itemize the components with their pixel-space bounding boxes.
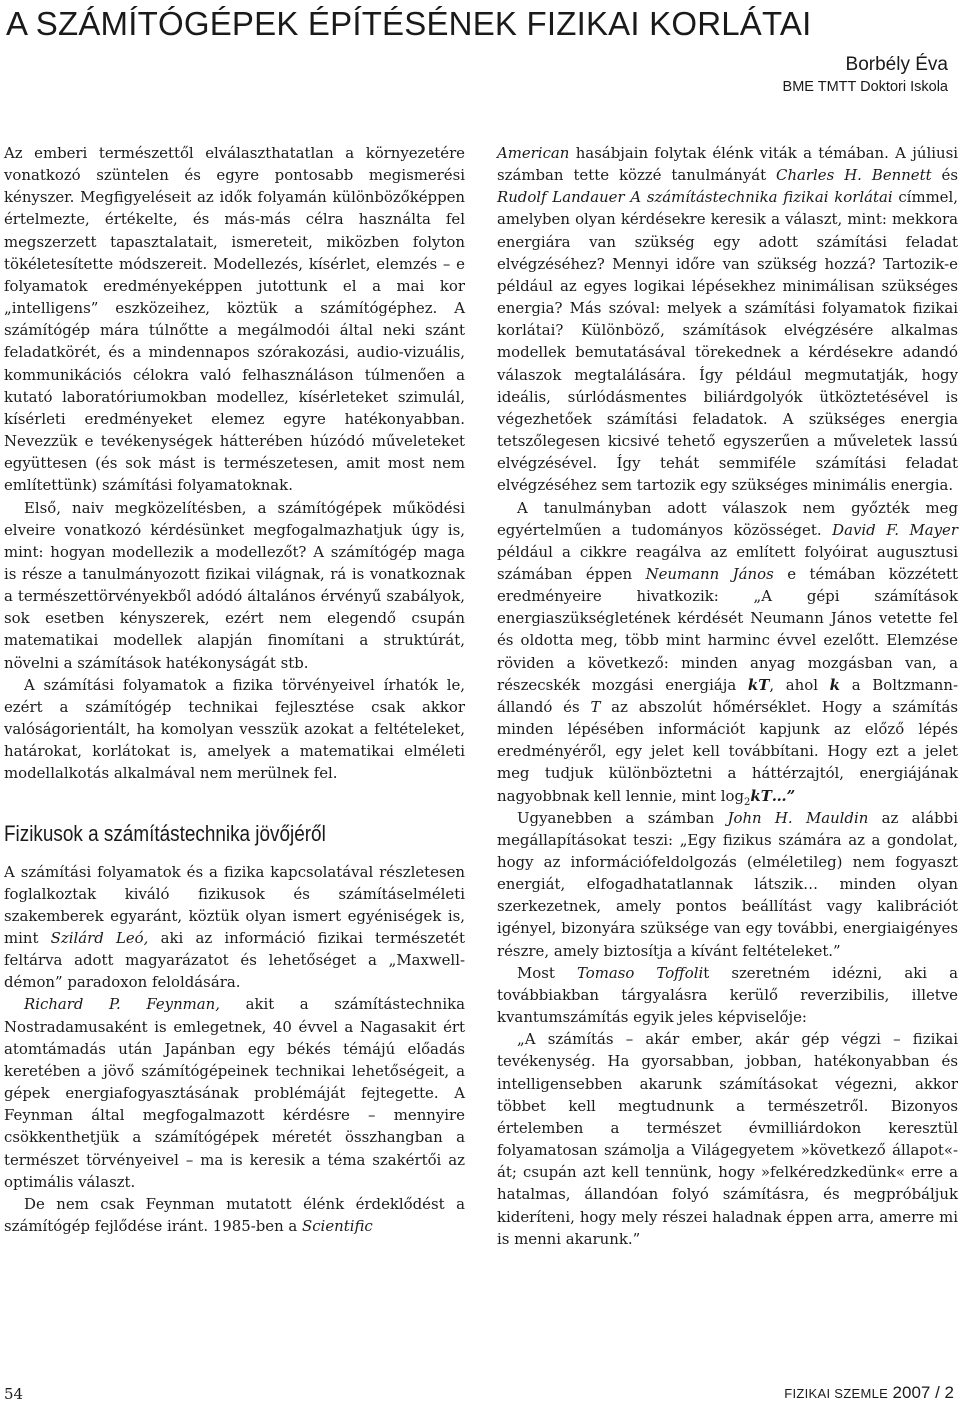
paragraph-naive-approach: Első, naiv megközelítésben, a számítógépek működési elveire vonatkozó kérdésünket megfogalmazhatjuk úgy is, mint: hogyan modellezik a modellezőt? A számítógép maga is része a tanulmányozott fizikai világnak, rá is vonatkoznak a természettörvényekből adódó általános érvényű szabályok, sok esetben kényszerek, ezért nem elegendő csupán matematikai modellek alapján finomítani a struktúrát, növelni a számítások hatékonyságát stb. bbox=[4, 498, 465, 672]
issue-number: 2007 / 2 bbox=[892, 1383, 954, 1402]
paragraph-intro: Az emberi természettől elválaszthatatlan a környezetére vonatkozó szüntelen és egyre pontosabb megismerési kényszer. Megfigyeléseit az idők folyamán különbözőképpen értelmezte, értékelte, és más-más célra használta fel megszerzett tapasztalatait, ismereteit, miközben folyton tökéletesítette módszereit. Modellezés, kísérlet, elemzés – e folyamatok eredményeképpen jutottunk el a mai kor „intelligens” eszközeihez, köztük a számítógéphez. A számítógép mára túlnőtte a megálmodói által neki szánt feladatkörét, és a mindennapos szórakozási, audio-vizuális, kommunikációs célokra való felhasználáson túlmenően a kutató laboratóriumokban modellez, kísérleteket szimulál, kísérleti eredményeket elemez egyre hatékonyabban. Nevezzük e tevékenységek hátterében húzódó műveleteket együttesen (és sok mást is természetesen, amit most nem említettünk) számítási folyamatoknak. bbox=[4, 144, 465, 495]
paragraph-mauldin: Ugyanebben a számban John H. Mauldin az alábbi megállapításokat teszi: „Egy fizikus számára az a gondolat, hogy az információfeldolgozás (elméletileg) nem fogyaszt energiát, elfogadhatatlannak látszik… minden olyan szerkezetnek, amely pontos beállítást vagy kalibrációt igényel, bizonyára szüksége van egy további, energiaigényes részre, amely biztosítja a kívánt feltételeket.” bbox=[497, 808, 958, 960]
section-heading: Fizikusok a számítástechnika jövőjéről bbox=[4, 820, 326, 846]
person-name: John H. Mauldin bbox=[727, 808, 869, 827]
right-column bbox=[497, 142, 958, 1250]
author-name: Borbély Éva bbox=[845, 54, 948, 75]
author-affiliation: BME TMTT Doktori Iskola bbox=[782, 79, 948, 95]
paragraph-szilard: A számítási folyamatok és a fizika kapcsolatával részletesen foglalkoztak kiváló fizikusok és számításelméleti szakemberek egyaránt, köztük olyan ismert egyéniségek is, mint Szilárd Leó, aki az információ fizikai természetét feltárva adott magyarázatot és lehetőséget a „Maxwell-démon” paradoxon feloldására. bbox=[4, 862, 465, 992]
paragraph-mayer: A tanulmányban adott válaszok nem győzték meg egyértelműen a tudományos közösséget. David F. Mayer például a cikkre reagálva az említett folyóirat augusztusi számában éppen Neumann János e témában közzétett eredményeire hivatkozik: „A gépi számítások energiaszükségletének kérdését Neumann János vetette fel és oldotta meg, több mint harminc évvel ezelőtt. Elemzése röviden a következő: minden anyag mozgásban van, a részecskék mozgási energiája kT, ahol k a Boltzmann-állandó és T az abszolút hőmérséklet. Hogy a számítás minden lépésében információt kapjunk az előző lépés eredményéről, egy jelet kell továbbítani. Hogy ezt a jelet meg tudjuk különböztetni a háttérzajtól, energiájának nagyobbnak kell lennie, mint $\log_2kT\dots$” bbox=[497, 498, 959, 808]
person-name: David F. Mayer bbox=[832, 520, 958, 539]
person-name: Tomaso Toffoli bbox=[576, 963, 704, 982]
page-number: 54 bbox=[4, 1385, 24, 1403]
paragraph-feynman: Richard P. Feynman, akit a számítástechnika Nostradamusaként is emlegetnek, 40 évvel a Nagasakit ért atomtámadás után Japánban egy békés témájú előadás keretében a jövő számítógépeinek technikai lehetőségeit, a gépek energiafogyasztásának problémáját fejtegette. A Feynman által megfogalmazott kérdésre – mennyire csökkenthetjük a számítógépek méretét összhangban a természet törvényeivel – ma is keresik a téma szakértői az optimális választ. bbox=[4, 995, 465, 1191]
paragraph-bennett-landauer: American hasábjain folytak élénk viták a témában. A júliusi számban tette közzé tanulmányát Charles H. Bennett és Rudolf Landauer A számítástechnika fizikai korlátai címmel, amelyben olyan kérdésekre keresik a választ, mint: mekkora energiára van szükség egy adott számítási feladat elvégzéséhez? Mennyi időre van szükség hozzá? Tartozik-e például az egyes logikai lépésekhez minimálisan szükséges energia? Más szóval: melyek a számítási folyamatok fizikai korlátai? Különböző, számítások elvégzésére alkalmas modellek bemutatásával törekednek a kérdésekre adandó válaszok megtalálására. Így például megmutatják, hogy ideális, súrlódásmentes biliárdgolyók ütköztetésével is végezhetőek számítási feladatok. A szükséges energia tetszőlegesen kicsivé tehető egyszerűen a műveletek lassú elvégzésével. Így tehát semmiféle számítási feladat elvégzéséhez sem tartozik egy szükséges minimális energia. bbox=[497, 144, 959, 495]
page-title: A SZÁMÍTÓGÉPEK ÉPÍTÉSÉNEK FIZIKAI KORLÁTAI bbox=[6, 5, 812, 42]
author-block bbox=[783, 54, 948, 98]
paragraph-toffoli: Most Tomaso Toffolit szeretném idézni, aki a továbbiakban tárgyalásra kerülő reverzibilis, illetve kvantumszámítás egyik jeles képviselője: bbox=[497, 963, 959, 1027]
paragraph-scientific-american: De nem csak Feynman mutatott élénk érdeklődést a számítógép fejlődése iránt. 1985-ben a Scientific bbox=[4, 1194, 465, 1236]
article-title: Rudolf Landauer A számítástechnika fizikai korlátai bbox=[497, 188, 893, 207]
paragraph-physics-laws: A számítási folyamatok a fizika törvényeivel írhatók le, ezért a számítógép technikai fejlesztése csak akkor valóságorientált, ha komolyan vesszük azokat a feltételeket, határokat, korlátokat is, amelyek a matematikai elméleti modellalkotás alkalmával nem merülnek fel. bbox=[4, 675, 465, 783]
journal-footer bbox=[784, 1383, 954, 1403]
person-name: Charles H. Bennett bbox=[776, 166, 932, 185]
person-name: Szilárd Leó, bbox=[50, 929, 149, 947]
person-name: Richard P. Feynman, bbox=[24, 995, 220, 1014]
person-name: Neumann János bbox=[645, 564, 774, 583]
left-column bbox=[4, 142, 465, 1237]
journal-title: FIZIKAI SZEMLE bbox=[784, 1386, 889, 1401]
paragraph-quote: „A számítás – akár ember, akár gép végzi – fizikai tevékenység. Ha gyorsabban, jobban, hatékonyabban és intelligensebben akarunk számításokat végezni, akkor többet kell megtudnunk a természetről. Bizonyos értelemben a természet évmilliárdokon keresztül folyamatosan számolja a Világegyetem »következő állapot«-át; csupán azt kell tennünk, hogy »felkéredzkedünk« erre a hatalmas, állandóan folyó számításra, és megpróbáljuk kideríteni, hogy mely részei haladnak éppen arra, amerre mi is menni akarunk.” bbox=[497, 1030, 958, 1248]
journal-name: Scientific bbox=[302, 1217, 373, 1236]
